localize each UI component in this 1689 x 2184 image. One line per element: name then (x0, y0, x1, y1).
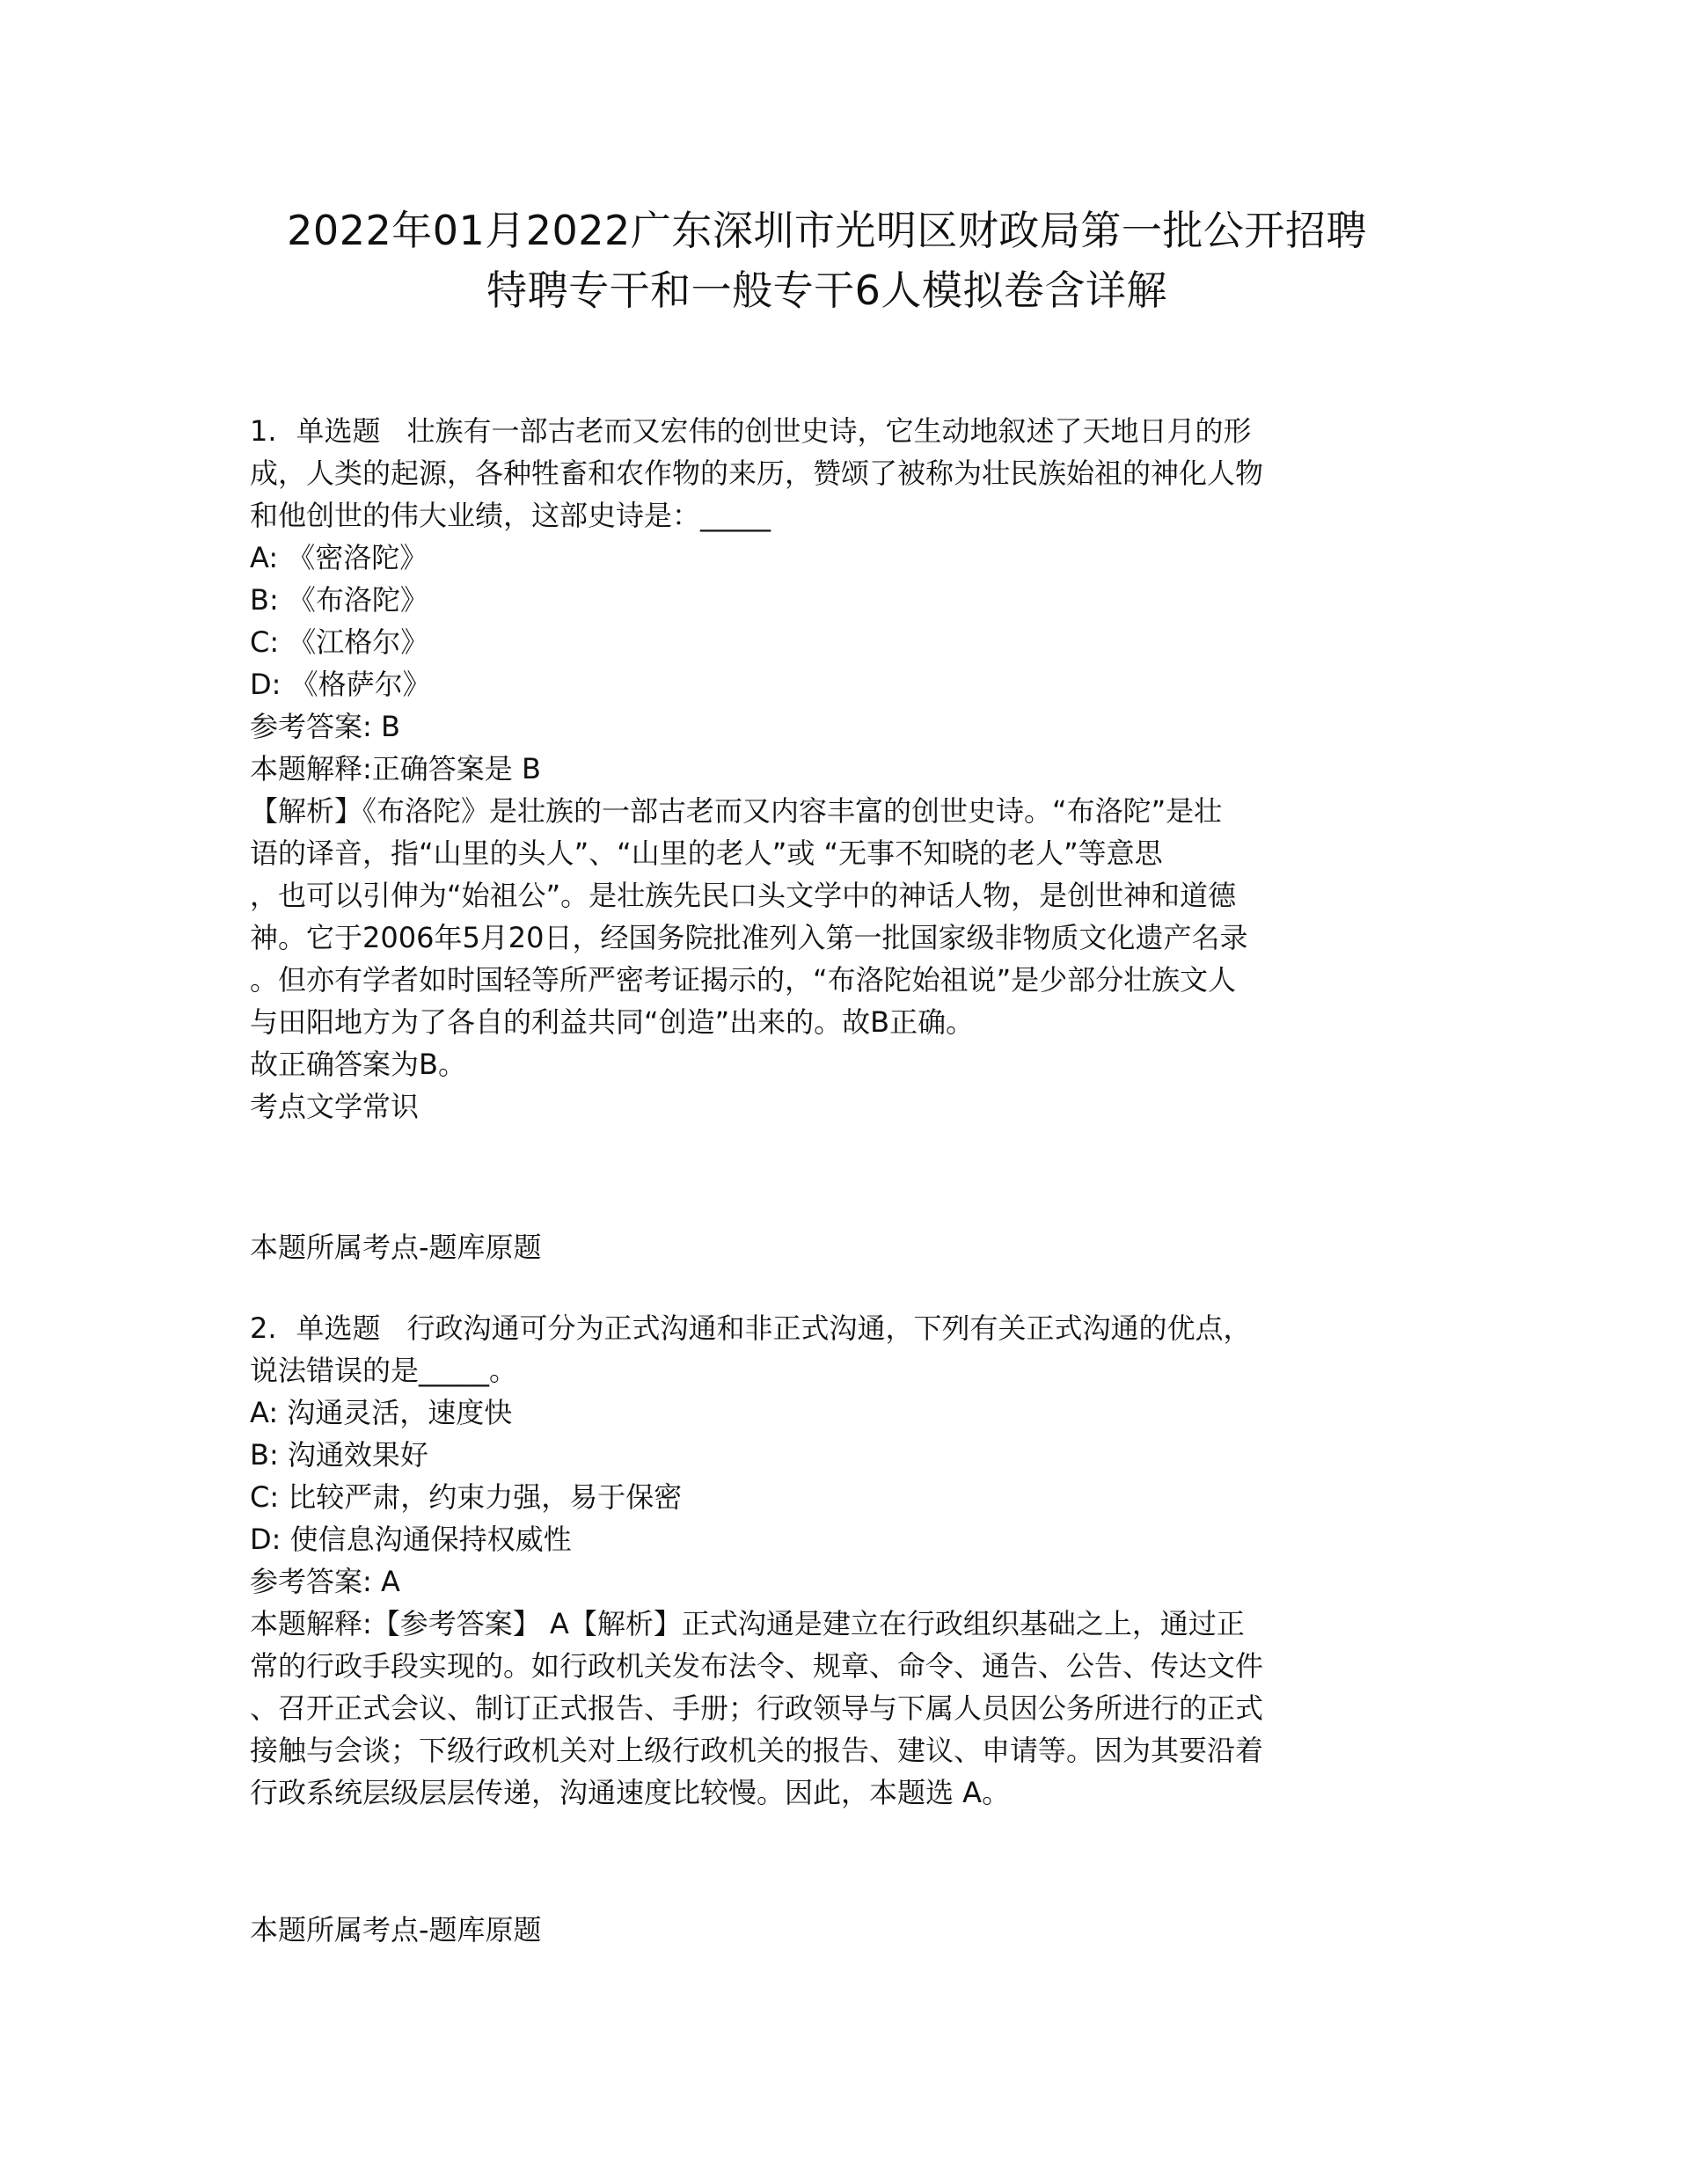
explanation-line: 行政系统层级层层传递，沟通速度比较慢。因此，本题选 A。 (250, 1776, 1011, 1809)
source-note: 本题所属考点-题库原题 (250, 1913, 542, 1947)
option-b: B: 《布洛陀》 (250, 583, 428, 617)
question-2-source (250, 1909, 1446, 1951)
question-stem-line: 壮族有一部古老而又宏伟的创世史诗，它生动地叙述了天地日月的形 (406, 414, 1252, 448)
explanation-line: 与田阳地方为了各自的利益共同“创造”出来的。故B正确。 (250, 1005, 975, 1039)
option-a: A: 沟通灵活，速度快 (250, 1396, 513, 1429)
question-stem-line: 成，人类的起源，各种牲畜和农作物的来历，赞颂了被称为壮民族始祖的神化人物 (250, 457, 1264, 490)
question-number: 2. (250, 1311, 277, 1345)
explanation-line: 【解析】《布洛陀》是壮族的一部古老而又内容丰富的创世史诗。“布洛陀”是壮 (250, 794, 1223, 828)
option-c: C: 《江格尔》 (250, 625, 429, 659)
document-title (176, 201, 1478, 320)
explanation-line: 、召开正式会议、制订正式报告、手册；行政领导与下属人员因公务所进行的正式 (250, 1691, 1264, 1725)
question-1-header (250, 410, 1446, 452)
reference-answer: 参考答案: B (250, 710, 400, 743)
explanation-line: 本题解释:【参考答案】 A【解析】正式沟通是建立在行政组织基础之上，通过正 (250, 1607, 1245, 1640)
question-2 (250, 1307, 1446, 1814)
explanation-line: 故正确答案为B。 (250, 1048, 466, 1081)
explanation-line: 本题解释:正确答案是 B (250, 752, 541, 785)
source-note: 本题所属考点-题库原题 (250, 1231, 542, 1264)
option-b: B: 沟通效果好 (250, 1438, 428, 1472)
question-stem-line: 行政沟通可分为正式沟通和非正式沟通，下列有关正式沟通的优点， (406, 1311, 1252, 1345)
question-stem-line: 说法错误的是_____。 (250, 1354, 518, 1387)
option-c: C: 比较严肃，约束力强，易于保密 (250, 1480, 683, 1514)
question-stem-line: 和他创世的伟大业绩，这部史诗是：_____ (250, 499, 771, 532)
explanation-line: 常的行政手段实现的。如行政机关发布法令、规章、命令、通告、公告、传达文件 (250, 1649, 1264, 1683)
question-type: 单选题 (296, 414, 381, 448)
explanation-line: 接触与会谈；下级行政机关对上级行政机关的报告、建议、申请等。因为其要沿着 (250, 1734, 1264, 1767)
explanation-line: 神。它于2006年5月20日，经国务院批准列入第一批国家级非物质文化遗产名录 (250, 921, 1248, 954)
question-number: 1. (250, 414, 277, 448)
explanation-line: 考点文学常识 (250, 1090, 420, 1123)
title-line-1: 2022年01月2022广东深圳市光明区财政局第一批公开招聘 (287, 207, 1367, 254)
option-a: A: 《密洛陀》 (250, 541, 428, 574)
explanation-line: ，也可以引伸为“始祖公”。是壮族先民口头文学中的神话人物，是创世神和道德 (250, 879, 1237, 912)
reference-answer: 参考答案: A (250, 1565, 400, 1598)
question-type: 单选题 (296, 1311, 381, 1345)
option-d: D: 使信息沟通保持权威性 (250, 1523, 572, 1556)
explanation-line: 。但亦有学者如时国轻等所严密考证揭示的，“布洛陀始祖说”是少部分壮族文人 (250, 963, 1237, 997)
title-line-2: 特聘专干和一般专干6人模拟卷含详解 (486, 267, 1167, 314)
option-d: D: 《格萨尔》 (250, 668, 431, 701)
question-1 (250, 410, 1446, 1128)
question-1-source (250, 1226, 1446, 1268)
question-2-header (250, 1307, 1446, 1349)
explanation-line: 语的译音，指“山里的头人”、“山里的老人”或 “无事不知晓的老人”等意思 (250, 836, 1163, 870)
